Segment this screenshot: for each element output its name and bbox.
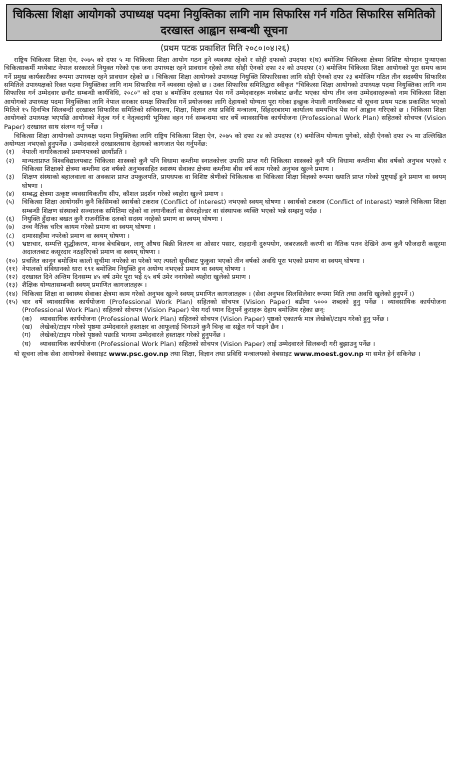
requirement-text: उच्च नैतिक चरित्र कायम गरेको प्रमाण वा स्वयम् घोषणा । xyxy=(22,223,156,232)
notice-content xyxy=(4,56,446,764)
requirement-number: (६) xyxy=(6,214,15,223)
guideline-item xyxy=(22,331,446,339)
guideline-letter: (क) xyxy=(22,314,33,323)
requirement-text: चार वर्षे व्यावसायिक कार्ययोजना (Professional Work Plan) सहितको सोचपत्र (Vision Paper) बढीमा ५००० शब्दको हुनु पर्नेछ । व्यावसायिक कार्ययोजना (Professional Work Plan) सहितको सोचपत्र (Vision Paper) पेस गर्दा ध्यान दिनुपर्ने कुराहरू देहाय बमोजिम रहेका छन्: xyxy=(22,298,446,315)
requirement-text: दामासाहीमा नपरेको प्रमाण वा स्वयम् घोषणा । xyxy=(22,231,130,240)
guideline-text: व्यावसायिक कार्ययोजना (Professional Work Plan) सहितको सोचपत्र (Vision Paper) लाई उम्मेदवारले सिलबन्दी गरी बुझाउनु पर्नेछ । xyxy=(40,339,376,348)
notice-title: चिकित्सा शिक्षा आयोगको उपाध्यक्ष पदमा नियुक्तिका लागि नाम सिफारिस गर्न गठित सिफारिस समितिको दरखास्त आह्वान सम्बन्धी सूचना xyxy=(12,8,436,37)
guideline-text: लेखेको/टाइप गरेको पृष्ठको पछाडि भागमा उम्मेदवारले हस्ताक्षर गरेको हुनुपर्नेछ । xyxy=(40,331,226,340)
requirement-item xyxy=(4,273,446,281)
requirement-item xyxy=(4,215,446,223)
requirement-number: (८) xyxy=(6,231,15,240)
requirement-number: (१०) xyxy=(6,256,18,265)
requirement-number: (३) xyxy=(6,173,15,182)
requirement-item xyxy=(4,232,446,240)
intro-paragraph: राष्ट्रिय चिकित्सा शिक्षा ऐन, २०७५ को दफा ५ मा चिकित्सा शिक्षा आयोग गठन हुने व्यवस्था रहेको र सोही दफाको उपदफा १(घ) बमोजिम चिकित्सा क्षेत्रमा विशिष्ट योगदान पुऱ्याएका चिकित्साकर्मी मध्येबाट नेपाल सरकारले नियुक्त गरेको एक जना उपाध्यक्ष रहने प्रावधान रहेको तथा सोही ऐनको दफा २२ को उपदफा (२) बमोजिम चिकित्सा शिक्षा आयोगको पूरा समय काम गर्ने प्रमुख कार्यकारीका रूपमा उपाध्यक्ष रहने प्रावधान रहेको छ । चिकित्सा शिक्षा आयोगको उपाध्यक्ष नियुक्ति सिफारिसका लागि सोही ऐनको दफा २३ बमोजिम गठित तीन सदस्यीय सिफारिस समितिले उपाध्यक्षको रिक्त पदमा नियुक्तिका लागि नाम सिफारिस गर्ने व्यवस्था रहेको छ । उक्त सिफारिस समितिद्वारा स्वीकृत "चिकित्सा शिक्षा आयोगको उपाध्यक्ष पदमा नियुक्तिका लागि नाम सिफारिस गर्न उम्मेदवार छनौट सम्बन्धी कार्यविधि, २०८०" को दफा ४ बमोजिम दरखास्त पेस गर्ने उम्मेदवारहरू मध्येबाट छनौट भएका योग्य तीन जना उम्मेदवारहरूको नाम चिकित्सा शिक्षा आयोगको उपाध्यक्ष पदमा नियुक्तिका लागि नेपाल सरकार समक्ष सिफारिस गर्ने प्रयोजनका लागि देहायको योग्यता पूरा गरेका इच्छुक नेपाली नागरिकबाट यो सूचना प्रथम पटक प्रकाशित भएको मितिले १५ दिनभित्र सिलबन्दी दरखास्त सिफारिस समितिको सचिवालय, शिक्षा, विज्ञान तथा प्रविधि मन्त्रालय, सिंहदरबारमा कार्यालय समयभित्र पेस गर्न आह्वान गरिएको छ । चिकित्सा शिक्षा आयोगको उपाध्यक्ष भएपछि आयोगको नेतृत्व गर्न र नेतृत्वदायी भूमिका वहन गर्न सम्बन्धमा चार वर्षे व्यावसायिक कार्ययोजना (Professional Work Plan) सहितको सोचपत्र (Vision Paper) दरखास्त साथ संलग्न गर्नु पर्नेछ । xyxy=(4,56,446,131)
footer-text-3: मा समेत हेर्न सकिनेछ । xyxy=(365,349,421,358)
requirement-text: प्रचलित कानून बमोजिम कालो सूचीमा नपरेको वा परेको भए त्यस्तो सूचीबाट फुकुवा भएको तीन वर्षको अवधि पूरा भएको प्रमाण वा स्वयम् घोषणा । xyxy=(22,256,365,265)
requirement-text: सम्बद्ध क्षेत्रमा उत्कृष्ट व्यवसायिकतीय सीप, कौशल प्रदर्शन गरेको व्यहोरा खुल्ने प्रमाण । xyxy=(22,190,223,198)
requirement-item xyxy=(4,173,446,190)
requirement-text: नेपाली नागरिकताको प्रमाणपत्रको छायाँप्रति । xyxy=(22,148,127,157)
requirement-item xyxy=(4,281,446,289)
requirement-text: चिकित्सा शिक्षा आयोगसँग कुनै किसिमको स्वार्थको टकराव (Conflict of Interest) नभएको स्वयम् घोषणा । स्वार्थको टकराव (Conflict of Interest) भन्नाले चिकित्सा शिक्षा सम्बन्धी शिक्षण संस्थाको सञ्चालक समितिमा रहेको वा लगानीकर्ता वा सेयरहोल्डर वा संस्थापक व्यक्ति भएको भन्ने सम्झनु पर्दछ । xyxy=(22,198,446,215)
footer-note xyxy=(4,350,446,358)
requirement-item xyxy=(4,190,446,198)
notice-subtitle: (प्रथम पटक प्रकाशित मिति २०८०।०४।२६) xyxy=(160,43,290,53)
requirement-item xyxy=(4,298,446,315)
notice-title-box xyxy=(6,4,442,41)
requirement-item xyxy=(4,223,446,231)
requirement-item xyxy=(4,198,446,215)
guideline-item xyxy=(22,315,446,323)
requirement-item xyxy=(4,240,446,257)
eligibility-paragraph: चिकित्सा शिक्षा आयोगको उपाध्यक्ष पदमा नियुक्तिका लागि राष्ट्रिय चिकित्सा शिक्षा ऐन, २०७५ को दफा २४ को उपदफा (१) बमोजिम योग्यता पुगेको, सोही ऐनको दफा २५ मा उल्लिखित अयोग्यता नभएको हुनुपर्नेछ । उम्मेदवारले दरखास्तसाथ देहायको कागजात पेस गर्नुपर्नेछ: xyxy=(4,131,446,149)
footer-text-1: यो सूचना लोक सेवा आयोगको वेबसाइट xyxy=(14,349,107,358)
moest-website-link[interactable]: www.moest.gov.np xyxy=(293,349,364,358)
requirement-text: भ्रष्टाचार, सम्पत्ति शुद्धीकरण, मानव बेचबिखन, लागू औषध बिक्री वितरण वा ओसार पसार, राहदानी दुरुपयोग, जबरजस्ती करणी वा नैतिक पतन देखिने अन्य कुनै फौजदारी कसूरमा अदालतबाट कसूरदार नठहरिएको प्रमाण वा स्वयम् घोषणा । xyxy=(22,239,446,257)
requirement-number: (२) xyxy=(6,156,15,165)
requirement-item xyxy=(4,148,446,156)
requirement-item xyxy=(4,157,446,174)
guideline-text: लेखेको/टाइप गरेको पृष्ठमा उम्मेदवारले हस्ताक्षर वा आफूलाई चिनाउने कुनै चिन्ह वा सङ्केत गर्न पाइने छैन । xyxy=(40,323,284,331)
requirement-text: नेपालको संविधानको धारा १९१ बमोजिम नियुक्ति हुन अयोग्य नभएको प्रमाण वा स्वयम् घोषणा । xyxy=(22,264,246,273)
requirement-item xyxy=(4,265,446,273)
requirement-text: चिकित्सा शिक्षा वा स्वास्थ्य सेवाका क्षेत्रमा काम गरेको अनुभव खुल्ने स्वयम् प्रमाणित कागजातहरू । (सेवा अनुभव सिलसिलेवार रूपमा मिति तथा अवधि खुलेको हुनुपर्ने ।) xyxy=(22,289,415,298)
requirement-item xyxy=(4,290,446,298)
requirement-number: (१) xyxy=(6,148,15,157)
requirement-number: (१५) xyxy=(6,298,18,307)
requirement-number: (१२) xyxy=(6,273,18,282)
guideline-letter: (घ) xyxy=(22,339,31,348)
footer-text-2: तथा शिक्षा, विज्ञान तथा प्रविधि मन्त्रालयको वेबसाइट xyxy=(170,349,292,358)
requirement-number: (११) xyxy=(6,264,18,273)
requirement-text: मान्यताप्राप्त विश्वविद्यालयबाट चिकित्सा शास्त्रको कुनै पनि विधामा कम्तीमा स्नातकोत्तर उपाधि प्राप्त गरी चिकित्सा शास्त्रको कुनै पनि विधामा कम्तीमा बीस वर्षको अनुभव भएको र चिकित्सा शिक्षाको क्षेत्रमा कम्तीमा दश वर्षको अनुभवसहित स्वास्थ्य सेवाका क्षेत्रमा कम्तीमा बीस वर्ष काम गरेको अनुभव खुल्ने प्रमाण । xyxy=(22,156,446,174)
guideline-letter: (ख) xyxy=(22,323,33,331)
guideline-item xyxy=(22,340,446,348)
vision-paper-guidelines-list xyxy=(4,315,446,348)
guideline-letter: (ग) xyxy=(22,331,31,340)
requirement-text: दरखास्त दिने अन्तिम दिनसम्म ४५ वर्ष उमेर पूरा भई ६५ वर्ष उमेर ननाघेको व्यहोरा खुलेको प्रमाण । xyxy=(22,273,251,282)
requirements-list xyxy=(4,148,446,314)
psc-website-link[interactable]: www.psc.gov.np xyxy=(108,349,169,358)
requirement-item xyxy=(4,257,446,265)
requirement-text: शिक्षण संस्थाको बहालवाला वा अवकाश प्राप्त उपकुलपति, प्रायधपक वा विशिष्ट श्रेणीको चिकित्सक वा चिकित्सा शिक्षा विज्ञको रूपमा ख्याति प्राप्त गरेको पुष्ट्याइँ हुने प्रमाण वा स्वयम् घोषणा । xyxy=(22,173,446,190)
requirement-text: शैक्षिक योग्यतासम्बन्धी स्वयम् प्रमाणित कागजातहरू । xyxy=(22,281,147,290)
guideline-text: व्यावसायिक कार्ययोजना (Professional Work Plan) सहितको सोचपत्र (Vision Paper) पृष्ठको एकातर्फ मात्र लेखेको/टाइप गरेको हुनु पर्नेछ । xyxy=(40,314,389,323)
requirement-number: (५) xyxy=(6,198,15,207)
requirement-text: नियुक्ति हुँदाका बखत कुनै राजनीतिक दलको सदस्य नरहेको प्रमाण वा स्वयम् घोषणा । xyxy=(22,214,223,223)
requirement-number: (१३) xyxy=(6,281,18,290)
guideline-item xyxy=(22,323,446,331)
requirement-number: (४) xyxy=(6,190,15,198)
requirement-number: (१४) xyxy=(6,289,18,298)
requirement-number: (९) xyxy=(6,239,15,248)
requirement-number: (७) xyxy=(6,223,15,232)
